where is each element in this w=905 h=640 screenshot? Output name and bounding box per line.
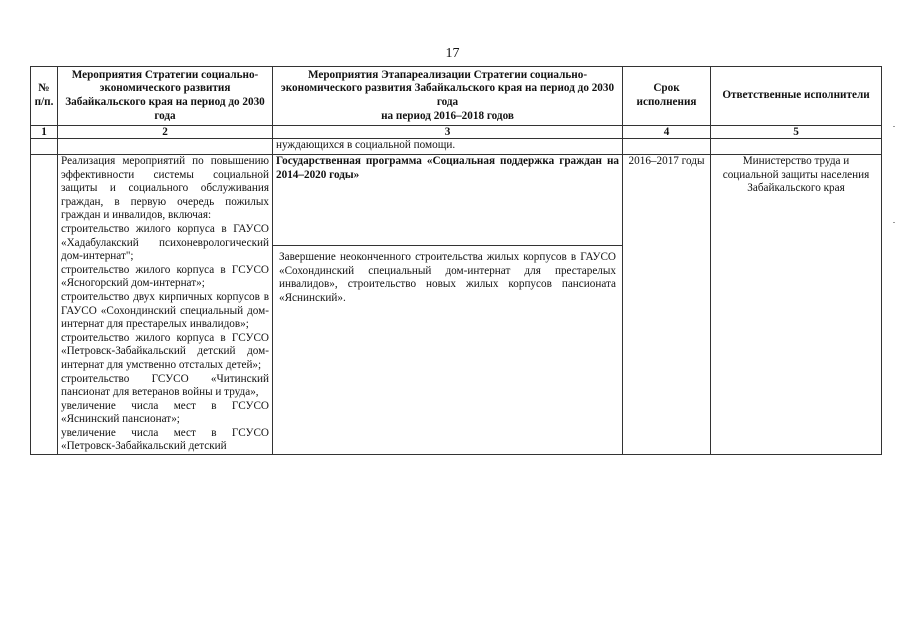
strategy-measures-cell — [58, 155, 273, 455]
margin-mark — [893, 222, 895, 223]
measure-paragraph: увеличение числа мест в ГСУСО «Петровск-Забайкальский детский — [61, 426, 269, 453]
measure-paragraph: строительство двух кирпичных корпусов в ГАУСО «Сохондинский специальный дом-интернат для престарелых инвалидов»; — [61, 290, 269, 331]
column-number: 3 — [273, 126, 623, 139]
header-number: № п/п. — [31, 67, 58, 126]
header-term: Срок исполнения — [623, 67, 711, 126]
strategy-table — [30, 66, 882, 455]
measure-paragraph: строительство жилого корпуса в ГСУСО «Петровск-Забайкальский детский дом-интернат для умственно отсталых детей»; — [61, 331, 269, 371]
column-number: 1 — [31, 126, 58, 139]
state-program-title: Государственная программа «Социальная поддержка граждан на 2014–2020 годы» — [273, 155, 622, 246]
header-responsible: Ответственные исполнители — [711, 67, 882, 126]
measure-paragraph: увеличение числа мест в ГСУСО «Яснинский пансионат»; — [61, 399, 269, 426]
table-row — [31, 155, 882, 455]
measure-paragraph: строительство жилого корпуса в ГСУСО «Ясногорский дом-интернат»; — [61, 263, 269, 290]
measure-paragraph: Реализация мероприятий по повышению эффективности системы социальной защиты и социального обслуживания граждан, в первую очередь пожилых граждан и инвалидов, включая: — [61, 155, 269, 222]
table-header-row — [31, 67, 882, 126]
margin-mark — [893, 126, 895, 127]
measure-paragraph: строительство ГСУСО «Читинский пансионат для ветеранов войны и труда», — [61, 372, 269, 399]
stage-measures-cell — [273, 155, 623, 455]
measure-paragraph: строительство жилого корпуса в ГАУСО «Хадабулакский психоневрологический дом-интернат"; — [61, 222, 269, 263]
page-number: 17 — [445, 46, 460, 61]
responsible-cell: Министерство труда и социальной защиты населения Забайкальского края — [711, 155, 882, 455]
column-number: 5 — [711, 126, 882, 139]
stage-activity-text: Завершение неоконченного строительства жилых корпусов в ГАУСО «Сохондинский специальный дом-интернат для престарелых инвалидов», строительство новых жилых корпусов пансионата «Яснинский». — [279, 251, 616, 304]
continuation-text: нуждающихся в социальной помощи. — [273, 139, 623, 155]
column-number: 4 — [623, 126, 711, 139]
column-number: 2 — [58, 126, 273, 139]
header-stage-measures — [273, 67, 623, 126]
header-stage-measures-line2: на период 2016–2018 годов — [381, 109, 514, 122]
header-strategy-measures: Мероприятия Стратегии социально-экономического развития Забайкальского края на период до 2030 года — [58, 67, 273, 126]
column-number-row — [31, 126, 882, 139]
header-stage-measures-line1: Мероприятия Этапареализации Стратегии социально-экономического развития Забайкальского края на период до 2030 года — [280, 68, 615, 108]
continuation-row — [31, 139, 882, 155]
term-cell: 2016–2017 годы — [623, 155, 711, 455]
